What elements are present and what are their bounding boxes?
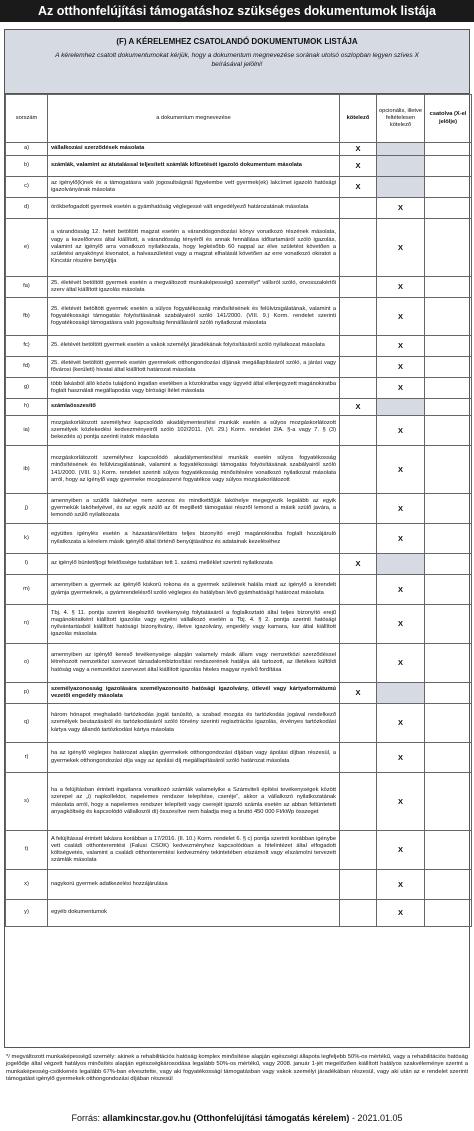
- mandatory-mark: [340, 494, 377, 524]
- row-number: p): [6, 683, 48, 704]
- attached-checkbox-cell[interactable]: [425, 143, 472, 156]
- optional-mark: X: [377, 298, 425, 336]
- table-row: [6, 357, 472, 378]
- attached-checkbox-cell[interactable]: [425, 446, 472, 494]
- table-row: [6, 446, 472, 494]
- document-name: amennyiben az igénylő kereső tevékenysége alapján valamely másik állam vagy nemzetközi szerződéssel létrehozott nemzetközi szervezet társadalombiztosítási rendszerének hatálya alá tartozott, az illetékes külföldi hatóság vagy a nemzetközi szervezet által kiállított igazolás hiteles magyar nyelvű fordítása: [48, 644, 340, 683]
- row-number: j): [6, 494, 48, 524]
- section-header: [5, 30, 469, 94]
- document-name: együttes igénylés esetén a házastárs/élettárs teljes bizonyító erejű magánokiratba foglalt hozzájáruló nyilatkozata a kérelem másik igénylő által történő benyújtásához és adatainak kezeléséhez: [48, 524, 340, 554]
- table-row: [6, 900, 472, 927]
- table-row: [6, 219, 472, 277]
- optional-mark: X: [377, 704, 425, 743]
- attached-checkbox-cell[interactable]: [425, 773, 472, 831]
- document-name: örökbefogadott gyermek esetén a gyámhatóság véglegessé vált engedélyező határozatának másolata: [48, 198, 340, 219]
- attached-checkbox-cell[interactable]: [425, 554, 472, 575]
- document-name: egyéb dokumentumok: [48, 900, 340, 927]
- table-row: [6, 704, 472, 743]
- mandatory-mark: X: [340, 156, 377, 177]
- document-name: ha az igénylő végleges határozat alapján gyermekek otthongondozási díjában vagy ápolási díjban részesül, a gyermekek otthongondozási díja vagy az ápolási díj megállapításáról szóló határozat másolata: [48, 743, 340, 773]
- attached-checkbox-cell[interactable]: [425, 198, 472, 219]
- table-row: [6, 277, 472, 298]
- optional-mark: X: [377, 605, 425, 644]
- optional-mark: X: [377, 336, 425, 357]
- attached-checkbox-cell[interactable]: [425, 644, 472, 683]
- row-number: b): [6, 156, 48, 177]
- optional-mark: X: [377, 644, 425, 683]
- row-number: ia): [6, 416, 48, 446]
- mandatory-mark: [340, 831, 377, 870]
- attached-checkbox-cell[interactable]: [425, 683, 472, 704]
- row-number: g): [6, 378, 48, 399]
- mandatory-mark: [340, 644, 377, 683]
- mandatory-mark: [340, 743, 377, 773]
- attached-checkbox-cell[interactable]: [425, 605, 472, 644]
- table-row: [6, 494, 472, 524]
- document-name: az igénylő(k)nek és a támogatásra való jogosultságnál figyelembe vett gyermek(ek) lakcímet igazoló hatósági igazolványának másolata: [48, 177, 340, 198]
- mandatory-mark: [340, 357, 377, 378]
- attached-checkbox-cell[interactable]: [425, 870, 472, 900]
- mandatory-mark: [340, 524, 377, 554]
- table-row: [6, 831, 472, 870]
- row-number: s): [6, 773, 48, 831]
- table-row: [6, 524, 472, 554]
- source-link[interactable]: allamkincstar.gov.hu (Otthonfelújítási támogatás kérelem): [102, 1113, 350, 1123]
- mandatory-mark: [340, 198, 377, 219]
- optional-mark: X: [377, 219, 425, 277]
- mandatory-mark: [340, 336, 377, 357]
- attached-checkbox-cell[interactable]: [425, 416, 472, 446]
- attached-checkbox-cell[interactable]: [425, 156, 472, 177]
- attached-checkbox-cell[interactable]: [425, 575, 472, 605]
- row-number: y): [6, 900, 48, 927]
- table-row: [6, 143, 472, 156]
- mandatory-mark: [340, 298, 377, 336]
- optional-mark: X: [377, 494, 425, 524]
- document-name: az igénylő büntetőjogi felelőssége tudatában tett 1. számú melléklet szerinti nyilatkozata: [48, 554, 340, 575]
- attached-checkbox-cell[interactable]: [425, 298, 472, 336]
- optional-mark: X: [377, 773, 425, 831]
- document-name: számlaösszesítő: [48, 399, 340, 416]
- mandatory-mark: [340, 605, 377, 644]
- optional-mark: X: [377, 870, 425, 900]
- optional-mark: [377, 683, 425, 704]
- document-name: 25. életévét betöltött gyermek esetén a súlyos fogyatékosság minősítésének és felülvizsgálatának, valamint a fogyatékossági támogatás folyósításának szabályairól szóló 141/2000. (VIII. 9.) Korm. rendelet szerinti fogyatékossági támogatásra való jogosultság fennállásáról szóló nyilatkozat másolata: [48, 298, 340, 336]
- section-heading: (F) A KÉRELEMHEZ CSATOLANDÓ DOKUMENTUMOK LISTÁJA: [116, 37, 358, 46]
- table-row: [6, 198, 472, 219]
- attached-checkbox-cell[interactable]: [425, 743, 472, 773]
- col-header-megnevezes: a dokumentum megnevezése: [48, 95, 340, 143]
- document-name: 25. életévét betöltött gyermek esetén a megváltozott munkaképességű személyt* vállsról szóló, orvosszakértői szerv által kiállított igazolás másolata: [48, 277, 340, 298]
- row-number: c): [6, 177, 48, 198]
- mandatory-mark: [340, 416, 377, 446]
- table-row: [6, 298, 472, 336]
- table-row: [6, 336, 472, 357]
- mandatory-mark: [340, 219, 377, 277]
- attached-checkbox-cell[interactable]: [425, 336, 472, 357]
- table-row: [6, 416, 472, 446]
- col-header-opcionalis: opcionális, illetve feltételesen kötelező: [377, 95, 425, 143]
- documents-table-body: [6, 143, 472, 927]
- document-name: vállalkozási szerződések másolata: [48, 143, 340, 156]
- optional-mark: X: [377, 198, 425, 219]
- document-name: több lakásból álló közös tulajdonú ingatlan esetében a közokiratba vagy ügyvéd által ellenjegyzett magánokiratba foglalt használati megállapodás vagy bírósági ítélet másolata: [48, 378, 340, 399]
- optional-mark: X: [377, 743, 425, 773]
- section-intro: A kérelemhez csatolt dokumentumokat kérjük, hogy a dokumentum megnevezése sorának utolsó oszlopban legyen szíves X beírásával jelölni!: [55, 52, 419, 68]
- attached-checkbox-cell[interactable]: [425, 219, 472, 277]
- optional-mark: X: [377, 575, 425, 605]
- row-number: h): [6, 399, 48, 416]
- row-number: e): [6, 219, 48, 277]
- document-name: 25. életévét betöltött gyermek esetén a vakok személyi járadékának folyósításáról szóló nyilatkozat másolata: [48, 336, 340, 357]
- mandatory-mark: [340, 378, 377, 399]
- optional-mark: X: [377, 524, 425, 554]
- table-row: [6, 870, 472, 900]
- mandatory-mark: [340, 575, 377, 605]
- attached-checkbox-cell[interactable]: [425, 524, 472, 554]
- attached-checkbox-cell[interactable]: [425, 494, 472, 524]
- document-name: mozgáskorlátozott személyhez kapcsolódó akadálymentesítési munkák esetén súlyos fogyatékosság minősítésének és felülvizsgálatának, valamint a fogyatékossági támogatás folyósításának szabályairól szóló 141/2000. (VIII. 9.) Korm. rendelet szerinti súlyos fogyatékosság minősítésére vonatkozó nyilatkozat másolata arról, hogy az igénylő vagy gyermeke mozgásszervi fogyatékos vagy súlyos mozgáskorlátozott: [48, 446, 340, 494]
- table-row: [6, 177, 472, 198]
- table-row: [6, 605, 472, 644]
- table-row: [6, 378, 472, 399]
- row-number: a): [6, 143, 48, 156]
- mandatory-mark: X: [340, 399, 377, 416]
- row-number: ib): [6, 446, 48, 494]
- optional-mark: X: [377, 831, 425, 870]
- document-name: ha a felújításban érintett ingatlanra vonatkozó számlák valamelyike a Számviteli építési tevékenységek között szerepel az „i) napkollektor, napelemes rendszer telepítése, cseréje”, akkor a vállalkozó nyilatkozatának másolata arról, hogy a napelemes rendszer telepített vagy cserejét igazoló számla esetén az abban feltüntetett anyagköltség és kapcsolódó vállalkozói díj összesítve nem haladja meg a bruttó 450 000 Ft/kWp összeget: [48, 773, 340, 831]
- documents-table: [5, 94, 472, 927]
- optional-mark: [377, 156, 425, 177]
- attached-checkbox-cell[interactable]: [425, 831, 472, 870]
- mandatory-mark: [340, 870, 377, 900]
- col-header-kotelezo: kötelező: [340, 95, 377, 143]
- mandatory-mark: X: [340, 554, 377, 575]
- document-name: számlák, valamint az átutalással teljesített számlák kifizetését igazoló dokumentum másolata: [48, 156, 340, 177]
- row-number: d): [6, 198, 48, 219]
- source-prefix: Forrás:: [71, 1113, 103, 1123]
- document-name: amennyiben a gyermek az igénylő kiskorú rokona és a gyermek szüleinek halála miatt az igénylő a kirendelt gyámja gyermeknek, a gyámrendelésről szóló végleges és hatályban lévő gyámhatósági határozat másolata: [48, 575, 340, 605]
- table-row: [6, 575, 472, 605]
- document-name: amennyiben a szülők lakóhelye nem azonos és mindkettőjük lakóhelye megegyezik legalább az egyik gyermekük lakóhelyével, és az egyik szülő az őt megillető támogatási részről lemond a másik szülő javára, a lemondó szülő nyilatkozata: [48, 494, 340, 524]
- document-name: mozgáskorlátozott személyhez kapcsolódó akadálymentesítési munkák esetén a súlyos mozgáskorlátozott személyek közlekedési kedvezményeiről szóló 102/2011. (VI. 29.) Korm. rendelet 2/A. §-a vagy 7. § (3) bekezdés a) pontja szerinti iratok másolata: [48, 416, 340, 446]
- row-number: fb): [6, 298, 48, 336]
- document-name: személyazonosság igazolására személyazonosító hatósági igazolvány, útlevél vagy kártyaformátumú vezetői engedély másolata: [48, 683, 340, 704]
- table-row: [6, 156, 472, 177]
- optional-mark: X: [377, 446, 425, 494]
- optional-mark: X: [377, 277, 425, 298]
- table-row: [6, 773, 472, 831]
- table-row: [6, 743, 472, 773]
- optional-mark: X: [377, 378, 425, 399]
- mandatory-mark: X: [340, 177, 377, 198]
- source-date: - 2021.01.05: [349, 1113, 403, 1123]
- optional-mark: [377, 143, 425, 156]
- row-number: m): [6, 575, 48, 605]
- table-header-row: [6, 95, 472, 143]
- page-title: Az otthonfelújítási támogatáshoz szükséges dokumentumok listája: [0, 0, 474, 22]
- row-number: n): [6, 605, 48, 644]
- col-header-csatolva: csatolva (X-el jelölje): [425, 95, 472, 143]
- row-number: q): [6, 704, 48, 743]
- row-number: r): [6, 743, 48, 773]
- document-list-panel: [4, 29, 470, 1048]
- row-number: fc): [6, 336, 48, 357]
- mandatory-mark: X: [340, 683, 377, 704]
- row-number: x): [6, 870, 48, 900]
- row-number: k): [6, 524, 48, 554]
- attached-checkbox-cell[interactable]: [425, 177, 472, 198]
- row-number: o): [6, 644, 48, 683]
- attached-checkbox-cell[interactable]: [425, 704, 472, 743]
- row-number: l): [6, 554, 48, 575]
- optional-mark: X: [377, 900, 425, 927]
- optional-mark: X: [377, 357, 425, 378]
- optional-mark: [377, 399, 425, 416]
- source-line: [0, 1113, 474, 1123]
- attached-checkbox-cell[interactable]: [425, 900, 472, 927]
- mandatory-mark: [340, 900, 377, 927]
- optional-mark: X: [377, 416, 425, 446]
- mandatory-mark: [340, 773, 377, 831]
- mandatory-mark: [340, 446, 377, 494]
- document-name: A felújítással érintett lakásra korábban a 17/2016. (II. 10.) Korm. rendelet 6. § c) pontja szerinti korábban igénybe vett családi otthonteremtési (Falusi CSOK) kedvezményhez kapcsolódóan a hitelintézet által elfogadott költségvetés, valamint a családi otthonteremtési kedvezmény tekintetében elszámolt vagy elszámolni tervezett számlák másolata: [48, 831, 340, 870]
- mandatory-mark: [340, 704, 377, 743]
- document-name: 25. életévét betöltött gyermek esetén gyermekek otthongondozási díjának megállapításáról szóló, a járási vagy fővárosi (kerületi) hivatal által kiállított határozat másolata: [48, 357, 340, 378]
- table-row: [6, 644, 472, 683]
- attached-checkbox-cell[interactable]: [425, 277, 472, 298]
- attached-checkbox-cell[interactable]: [425, 399, 472, 416]
- optional-mark: [377, 177, 425, 198]
- row-number: t): [6, 831, 48, 870]
- mandatory-mark: [340, 277, 377, 298]
- footnote: */ megváltozott munkaképességű személy: akinek a rehabilitációs hatóság komplex minősítése alapján egészségi állapota legfeljebb 50%-os mértékű, vagy a rehabilitációs hatóság jogelődje által végzett hatályos minősítés alapján egészségkárosodása legalább 50%-os mértékű, vagy 2008. január 1-jét megelőzően kiállított hatályos szakvéleménye szerint a munkaképesség-csökkenés legalább 67%-ban elvesztette, vagy aki fogyatékossági támogatásban vagy vakok személyi járadékában részesül, vagy aki után az e rendelet szerinti támogatást igénylő gyermekek otthongondozási díjában részesül: [6, 1054, 468, 1083]
- attached-checkbox-cell[interactable]: [425, 378, 472, 399]
- document-name: három hónapot meghaladó tartózkodás jogát tanúsító, a szabad mozgás és tartózkodás jogával rendelkező személyek beutazásáról és tartózkodásáról szóló törvény szerinti regisztrációs igazolás, érvényes tartózkodási kártya vagy állandó tartózkodási kártya másolata: [48, 704, 340, 743]
- table-row: [6, 683, 472, 704]
- document-name: Tbj. 4. § 11. pontja szerinti kiegészítő tevékenység folytatásáról a foglalkoztató által teljes bizonyító erejű magánokiratként kiállított igazolás vagy egyéni vállalkozó esetén a Tbj. 4. § 2. pontja szerinti hatósági nyilvántartásból kiállított hatósági bizonyítvány, illetve igazolvány, engedély vagy kamara, kar által kiállított igazolás másolata: [48, 605, 340, 644]
- document-name: nagykorú gyermek adatkezelési hozzájárulása: [48, 870, 340, 900]
- row-number: fa): [6, 277, 48, 298]
- mandatory-mark: X: [340, 143, 377, 156]
- table-row: [6, 399, 472, 416]
- row-number: fd): [6, 357, 48, 378]
- document-name: a várandósság 12. hetét betöltött magzat esetén a várandósgondozási könyv vonatkozó részének másolata, vagy a kezelőorvos által kiállított, a várandósság tényéről és annak fennállása időtartamáról szóló igazolás, valamint az igénylő arra vonatkozó nyilatkozata, hogy legkésőbb 60 nappal az élve születést követően a születési anyakönyvi kivonatot, a halvaszületést vagy a magzat elhalását követően az erre vonatkozó okiratot a Kincstár részére benyújtja: [48, 219, 340, 277]
- table-row: [6, 554, 472, 575]
- attached-checkbox-cell[interactable]: [425, 357, 472, 378]
- col-header-sorszam: sorszám: [6, 95, 48, 143]
- optional-mark: [377, 554, 425, 575]
